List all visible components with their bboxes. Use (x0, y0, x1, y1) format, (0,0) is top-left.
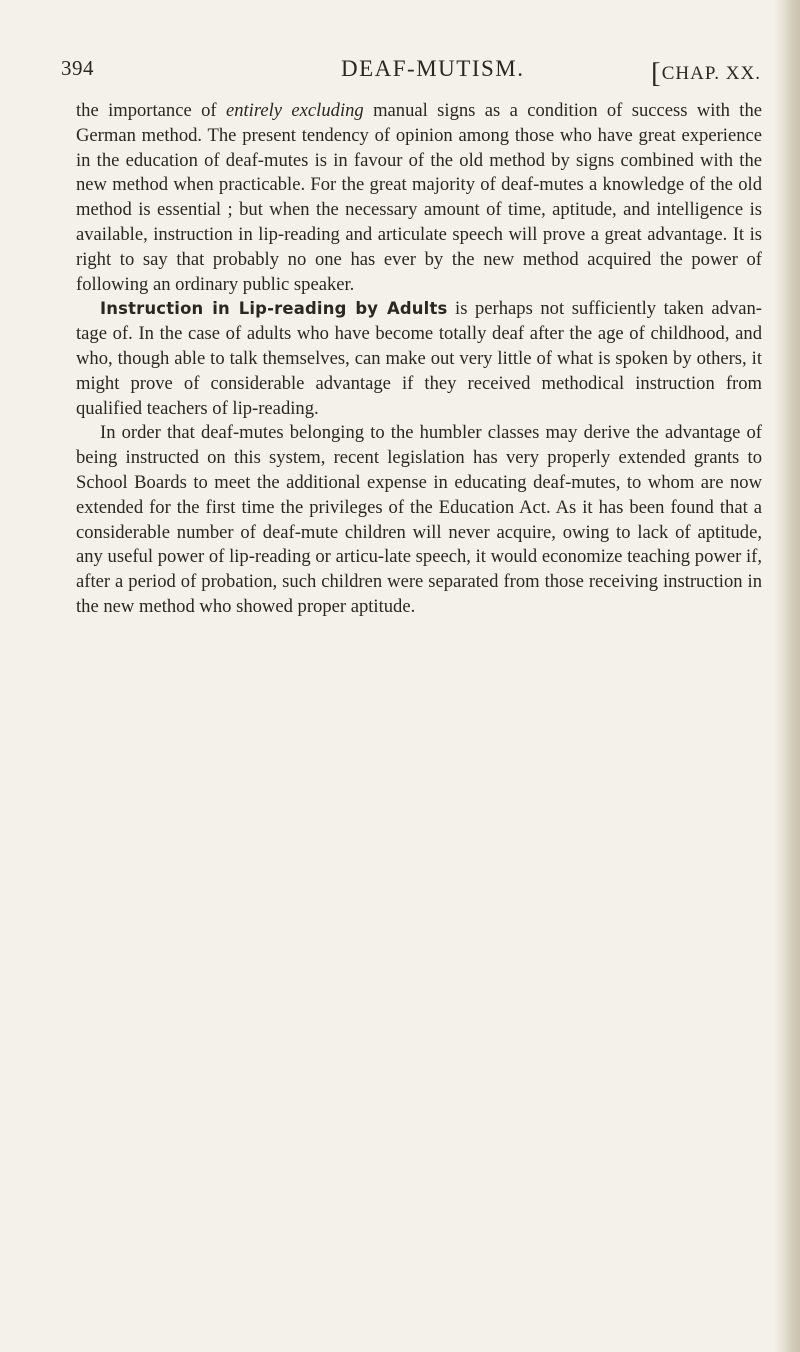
page-number: 394 (61, 56, 94, 80)
running-title: DEAF-MUTISM. (341, 56, 525, 81)
paragraph-lip-reading-adults (76, 297, 762, 421)
paragraph-3-text: In order that deaf-mutes belonging to the humbler classes may derive the advantage of being instructed on this system, recent legislation has very properly extended grants to School Boards to meet the additional expense in educating deaf-mutes, to whom are now extended for the first time the privileges of the Education Act. As it has been found that a considerable number of deaf-mute children will never acquire, owing to lack of aptitude, any useful power of lip-reading or articu-late speech, it would economize teaching power if, after a period of probation, such children were separated from those receiving instruction in the new method who showed proper aptitude. (76, 422, 762, 617)
running-head (61, 56, 761, 90)
italic-emphasis: entirely excluding (225, 100, 364, 121)
page-edge-shadow (774, 0, 800, 1352)
paragraph-humbler-classes (76, 421, 762, 619)
body-text (76, 99, 762, 620)
chapter-label: CHAP. XX. (661, 63, 761, 84)
paragraph-continuation (76, 99, 762, 297)
paragraph-1-lead: the importance of (76, 100, 226, 121)
paragraph-1-rest: manual signs as a condition of success with the German method. The present tendency of opinion among those who have great experience in the education of deaf-mutes is in favour of the old method by signs combined with the new method when practicable. For the great majority of deaf-mutes a knowledge of the old method is essential ; but when the necessary amount of time, aptitude, and intelligence is available, instruction in lip-reading and articulate speech will prove a great advantage. It is right to say that probably no one has ever by the new method acquired the power of following an ordinary public speaker. (76, 100, 762, 295)
chapter-reference (651, 54, 761, 87)
chapter-bracket: [ (651, 57, 662, 89)
side-heading: Instruction in Lip-reading by Adults (100, 299, 448, 319)
paragraph-2-text: is perhaps not sufficiently taken advan-tage of. In the case of adults who have become totally deaf after the age of childhood, and who, though able to talk themselves, can make out very little of what is spoken by others, it might prove of considerable advantage if they received methodical instruction from qualified teachers of lip-reading. (76, 298, 762, 419)
